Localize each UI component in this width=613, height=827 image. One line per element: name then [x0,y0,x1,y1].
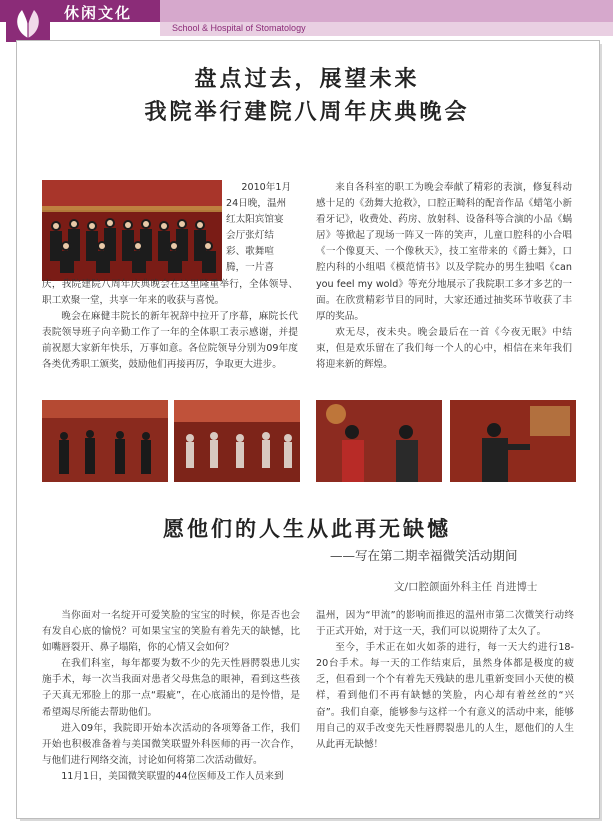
article1-title-line2: 我院举行建院八周年庆典晚会 [144,99,470,125]
article1-left-col [42,277,298,374]
article1-intro [226,180,298,277]
performance-photo [450,400,576,482]
intro-line: 腾，一片喜 [226,262,274,274]
paragraph: 欢无尽，夜未央。晚会最后在一首《今夜无眠》中结束，但是欢乐留在了我们每一个人的心中，相信在来年我们将迎来新的辉煌。 [316,326,572,371]
article2-title: 愿他们的人生从此再无缺憾 [163,516,451,541]
article2-right-col [316,608,574,753]
leaf-logo-icon [6,2,50,42]
performance-photo [316,400,442,482]
article2-left-col [42,608,300,785]
paragraph: 进入09年，我院即开始本次活动的各项筹备工作，我们开始也积极准备着与美国微笑联盟外科医师的再一次合作，与他们进行网络交流，讨论如何将第二次活动做好。 [42,722,300,766]
intro-line: 2010年1月 [241,182,292,193]
header-subtitle: School & Hospital of Stomatology [172,23,306,33]
intro-line: 24日晚，温州 [226,198,287,210]
article2-subtitle: ——写在第二期幸福微笑活动期间 [330,548,518,563]
intro-line: 会厅张灯结 [226,230,274,242]
paragraph: 来自各科室的职工为晚会奉献了精彩的表演，修复科动感十足的《劲舞大抢救》，口腔正畸科的配音作品《蜡笔小新看牙记》，收费处、药房、放射科、设备科等合演的小品《蜗居》等掀起了现场一阵又一阵的笑声，儿童口腔科的小合唱《一个像夏天、一个像秋天》，技工室带来的《爵士舞》，口腔内科的小组唱《模范情书》以及学院办的男生独唱《can you feel my wold》等充分地展示了我院职工多才多艺的一面。在欣赏精彩节目的同时，大家还通过抽奖环节收获了丰厚的奖品。 [316,182,572,322]
section-title: 休闲文化 [64,4,133,22]
paragraph: 11月1日，美国微笑联盟的44位医师及工作人员来到 [61,770,284,782]
paragraph: 温州，因为“甲流”的影响而推迟的温州市第二次微笑行动终于正式开始，对于这一天，我们可以说期待了太久了。 [316,610,574,638]
paragraph: 至今，手术正在如火如荼的进行，每一天大约进行18-20台手术。每一天的工作结束后，虽然身体都是极度的疲乏，但看到一个个有着先天残缺的患儿重新变回小天使的模样，看到他们不再有缺憾的笑脸，内心却有着丝丝的“兴奋”。我们自豪，能够参与这样一个有意义的活动中来，能够用自己的双手改变先天性唇腭裂患儿的人生，愿他们的人生从此再无缺憾！ [316,642,574,750]
intro-line: 彩、歌舞喧 [226,246,274,258]
paragraph: 晚会在麻健丰院长的新年祝辞中拉开了序幕，麻院长代表院领导班子向辛勤工作了一年的全体职工表示感谢，并提前祝愿大家新年快乐，万事如意。各位院领导分别为09年度各类优秀职工颁奖，鼓励他们再接再厉，争取更大进步。 [42,311,298,371]
paragraph: 庆，我院建院八周年庆典晚会在这里隆重举行，全体领导、职工欢聚一堂，共享一年来的收获与喜悦。 [42,279,298,307]
performance-photo [42,400,168,482]
group-photo [42,180,222,281]
intro-line: 红太阳宾馆宴 [226,214,284,226]
paragraph: 在我们科室，每年都要为数不少的先天性唇腭裂患儿实施手术，每一次当我面对患者父母焦急的眼神，看到这些孩子天真无邪脸上的那一点“瑕疵”，在心底涌出的是怜惜，是希望竭尽所能去帮助他们。 [42,658,300,718]
article1-right-col [316,180,572,373]
paragraph: 当你面对一名绽开可爱笑脸的宝宝的时候，你是否也会有发自心底的愉悦？可如果宝宝的笑脸有着先天的缺憾，比如嘴唇裂开、鼻子塌陷，你的心情又会如何？ [42,610,300,654]
article1-title-line1: 盘点过去，展望未来 [194,66,420,92]
performance-photo [174,400,300,482]
article2-byline: 文/口腔颌面外科主任 肖进博士 [394,581,538,593]
